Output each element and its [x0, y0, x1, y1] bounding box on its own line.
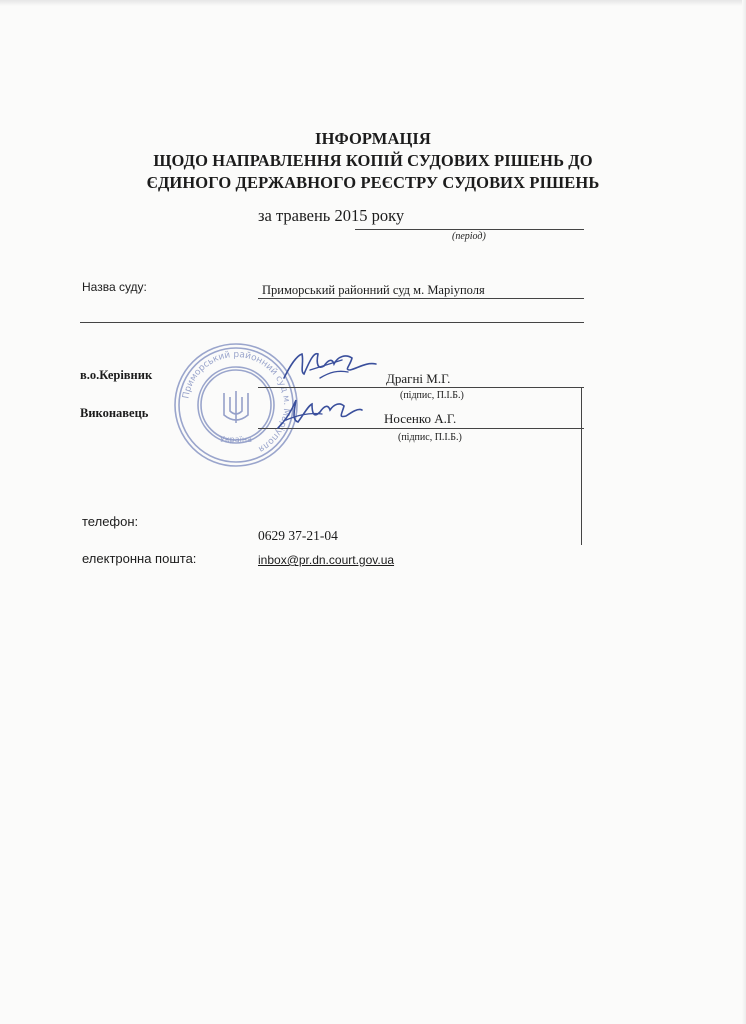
court-name-label: Назва суду: [82, 280, 147, 294]
stamp-bottom-text: Україна [219, 435, 253, 444]
court-name-value: Приморський районний суд м. Маріуполя [262, 283, 485, 297]
title-line-2: ЩОДО НАПРАВЛЕННЯ КОПІЙ СУДОВИХ РІШЕНЬ ДО [153, 151, 593, 170]
phone-label: телефон: [82, 514, 139, 529]
separator-line [80, 322, 584, 323]
trident-icon [224, 391, 248, 423]
head-signature-caption: (підпис, П.І.Б.) [400, 390, 464, 401]
court-name-underline [258, 298, 584, 299]
period-text: за травень 2015 року [258, 206, 405, 225]
page-edge-shadow-right [742, 0, 746, 1024]
head-name: Драгні М.Г. [386, 371, 451, 386]
email-link[interactable]: inbox@pr.dn.court.gov.ua [258, 553, 395, 567]
title-line-3: ЄДИНОГО ДЕРЖАВНОГО РЕЄСТРУ СУДОВИХ РІШЕНЬ [146, 173, 600, 192]
executor-role-label: Виконавець [80, 406, 149, 420]
head-role-label: в.о.Керівник [80, 368, 153, 382]
form-vertical-line [581, 387, 582, 545]
phone-value: 0629 37-21-04 [258, 528, 338, 543]
period-caption: (період) [452, 231, 486, 242]
email-label: електронна пошта: [82, 551, 197, 566]
period-underline [355, 229, 584, 230]
stamp-ring-text: Приморський районний суд м. Маріуполя [181, 349, 292, 454]
title-line-1: ІНФОРМАЦІЯ [315, 129, 431, 148]
executor-name: Носенко А.Г. [384, 411, 457, 426]
executor-handwritten-signature [272, 392, 364, 434]
executor-signature-caption: (підпис, П.І.Б.) [398, 432, 462, 443]
head-handwritten-signature [280, 348, 380, 388]
document-title [80, 128, 666, 194]
page-edge-shadow [0, 0, 746, 6]
